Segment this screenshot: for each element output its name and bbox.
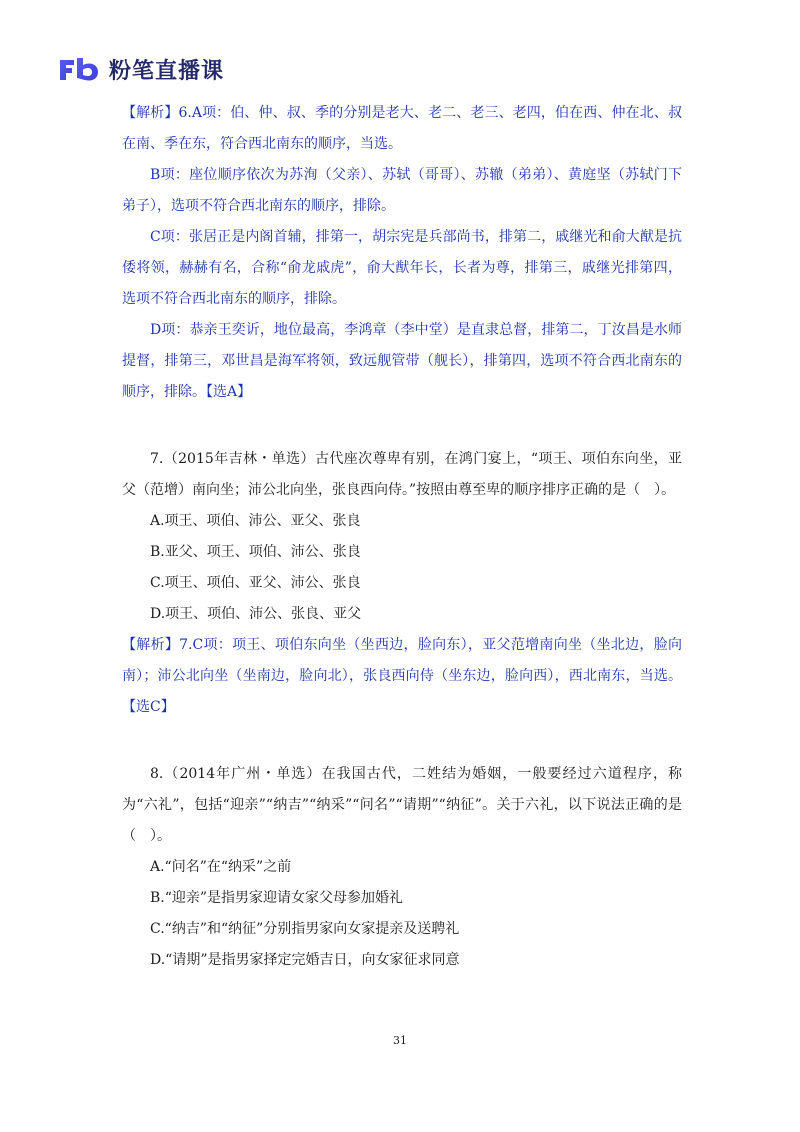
fb-logo-icon <box>57 54 101 84</box>
q7-stem: 7.（2015年吉林・单选）古代座次尊卑有别，在鸿门宴上，“项王、项伯东向坐，亚父（范增）南向坐；沛公北向坐，张良西向侍。”按照由尊至卑的顺序排序正确的是（ ）。 <box>122 451 682 498</box>
q8-option-c: C.“纳吉”和“纳征”分别指男家向女家提亲及送聘礼 <box>150 921 460 937</box>
logo-text: 粉笔直播课 <box>109 58 225 84</box>
page-content <box>122 98 682 976</box>
q7-option-b: B.亚父、项王、项伯、沛公、张良 <box>150 544 361 560</box>
q7-option-c: C.项王、项伯、亚父、沛公、张良 <box>150 575 361 591</box>
q8-stem: 8.（2014年广州・单选）在我国古代，二姓结为婚姻，一般要经过六道程序，称为“六礼”，包括“迎亲”“纳吉”“纳采”“问名”“请期”“纳征”。关于六礼，以下说法正确的是（ ）。 <box>122 766 682 844</box>
q6-analysis-p3: C项：张居正是内阁首辅，排第一，胡宗宪是兵部尚书，排第二，戚继光和俞大猷是抗倭将领，赫赫有名，合称“俞龙戚虎”，俞大猷年长，长者为尊，排第三，戚继光排第四，选项不符合西北南东的顺序，排除。 <box>122 229 682 307</box>
q8-option-d: D.“请期”是指男家择定完婚吉日，向女家征求同意 <box>150 952 460 968</box>
q6-analysis-p2: B项：座位顺序依次为苏洵（父亲）、苏轼（哥哥）、苏辙（弟弟）、黄庭坚（苏轼门下弟子），选项不符合西北南东的顺序，排除。 <box>122 167 682 214</box>
page-number: 31 <box>393 1034 407 1047</box>
q7-option-d: D.项王、项伯、沛公、张良、亚父 <box>150 606 362 622</box>
q8-option-b: B.“迎亲”是指男家迎请女家父母参加婚礼 <box>150 890 404 906</box>
brand-logo <box>57 52 224 86</box>
q6-analysis-p4: D项：恭亲王奕䜣，地位最高，李鸿章（李中堂）是直隶总督，排第二，丁汝昌是水师提督，排第三，邓世昌是海军将领，致远舰管带（舰长），排第四，选项不符合西北南东的顺序，排除。【选A】 <box>122 322 682 400</box>
q7-option-a: A.项王、项伯、沛公、亚父、张良 <box>150 513 361 529</box>
q6-analysis-p1: 【解析】6.A项：伯、仲、叔、季的分别是老大、老二、老三、老四，伯在西、仲在北、叔在南、季在东，符合西北南东的顺序，当选。 <box>122 105 682 152</box>
q7-analysis: 【解析】7.C项：项王、项伯东向坐（坐西边，脸向东），亚父范增南向坐（坐北边，脸向南）；沛公北向坐（坐南边，脸向北），张良西向侍（坐东边，脸向西），西北南东，当选。【选C】 <box>122 637 682 715</box>
spacer <box>122 723 682 759</box>
spacer <box>122 408 682 444</box>
q8-option-a: A.“问名”在“纳采”之前 <box>150 859 292 875</box>
